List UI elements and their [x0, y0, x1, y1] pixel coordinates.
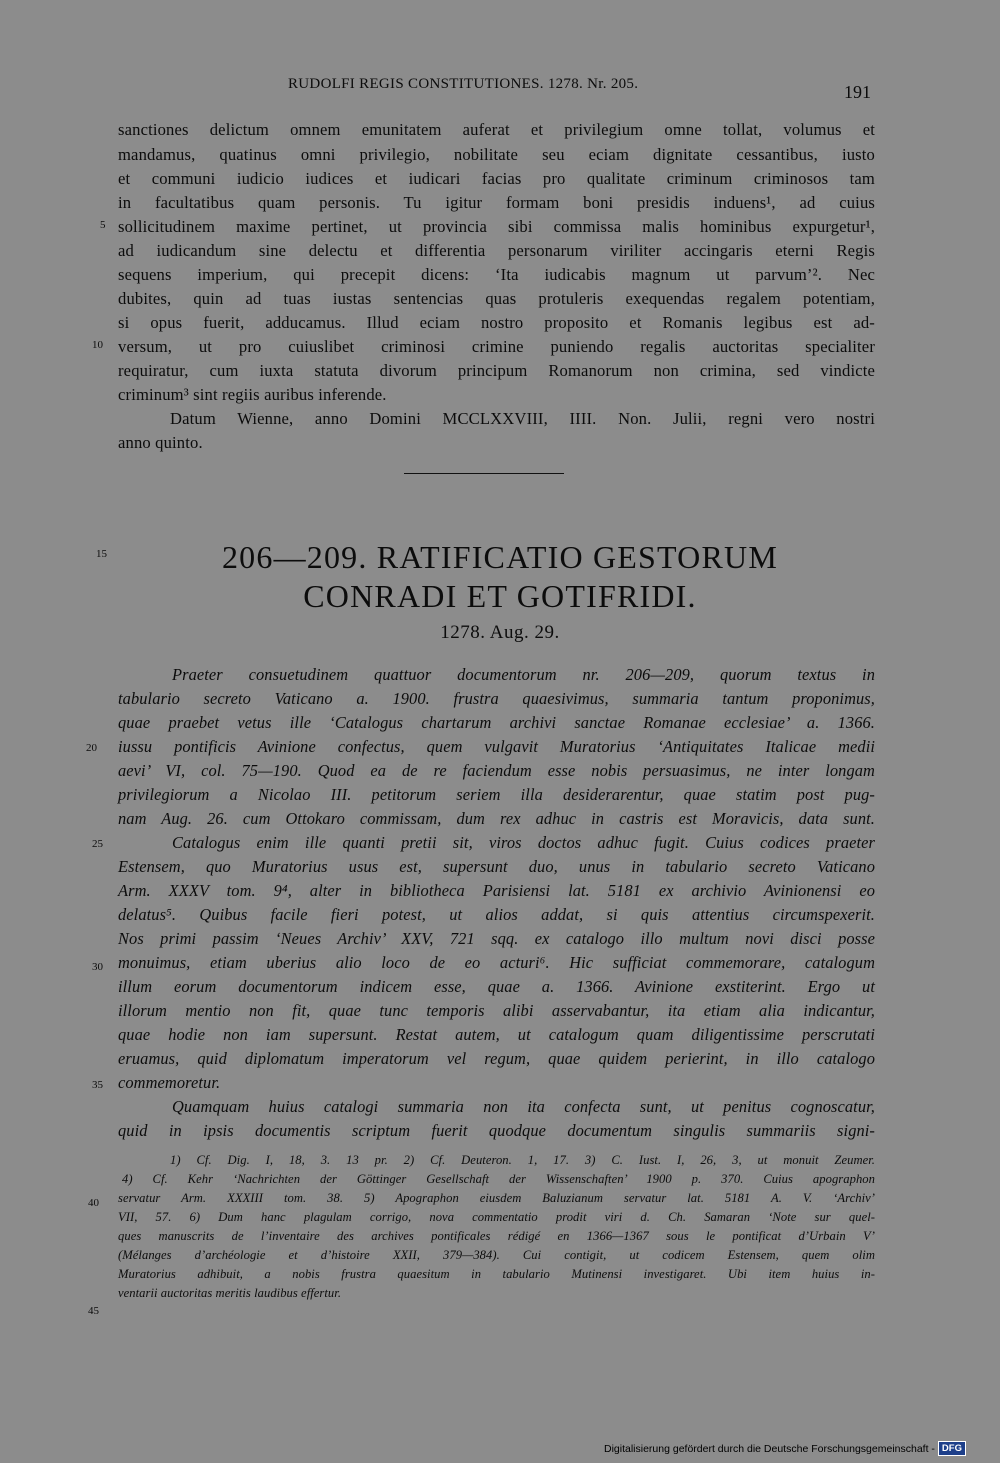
text-line: Quamquam huius catalogi summaria non ita confecta sunt, ut penitus cognoscatur, [172, 1097, 875, 1116]
line-number: 25 [92, 838, 103, 850]
line-number: 30 [92, 961, 103, 973]
text-line: sequens imperium, qui precepit dicens: ‘Ita iudicabis magnum ut parvum’². Nec [118, 265, 875, 284]
text-line: ad iudicandum sine delectu et differentia personarum viriliter accingaris eterni Regis [118, 241, 875, 260]
text-line: commemoretur. [118, 1073, 221, 1092]
dfg-logo: DFG [938, 1441, 966, 1456]
line-number: 15 [96, 548, 107, 560]
section-title-line-1: 206—209. RATIFICATIO GESTORUM [221, 539, 779, 575]
text-line: Estensem, quo Muratorius usus est, supersunt duo, unus in tabulario secreto Vaticano [118, 857, 875, 876]
banner-text: Digitalisierung gefördert durch die Deutsche Forschungsgemeinschaft - [604, 1442, 935, 1455]
footnote-line: ques manuscrits de l’inventaire des archives pontificales rédigé en 1366—1367 sous le pontificat d’Urbain V’ [118, 1229, 875, 1243]
text-line: Nos primi passim ‘Neues Archiv’ XXV, 721 sqq. ex catalogo illo multum novi disci posse [118, 929, 875, 948]
running-head: RUDOLFI REGIS CONSTITUTIONES. 1278. Nr. 205. [288, 76, 639, 92]
text-line: requiratur, cum iuxta statuta divorum principum Romanorum non crimina, sed vindicte [118, 361, 875, 380]
line-number: 10 [92, 339, 103, 351]
dating-line: anno quinto. [118, 433, 203, 452]
section-date: 1278. Aug. 29. [440, 622, 560, 643]
text-line: monuimus, etiam uberius alio loco de eo acturi⁶. Hic sufficiat commemorare, catalogum [118, 953, 875, 972]
text-line: in facultatibus quam personis. Tu igitur formam boni presidis induens¹, ad cuius [118, 193, 875, 212]
text-line: versum, ut pro cuiuslibet criminosi crimine puniendo regalis auctoritas specialiter [118, 337, 875, 356]
text-line: iussu pontificis Avinione confectus, quem vulgavit Muratorius ‘Antiquitates Italicae medii [118, 737, 875, 756]
text-line: sanctiones delictum omnem emunitatem auferat et privilegium omne tollat, volumus et [118, 120, 875, 139]
text-line: illorum mentio non fit, quae tunc temporis alibi asservabantur, ita etiam alia indicantur, [118, 1001, 875, 1020]
text-line: mandamus, quatinus omni privilegio, nobilitate seu eciam dignitate cessantibus, iusto [118, 145, 875, 164]
text-line: nam Aug. 26. cum Ottokaro commissam, dum rex adhuc in castris est Moravicis, data sunt. [118, 809, 875, 828]
line-number: 45 [88, 1305, 99, 1317]
digitization-banner [604, 1441, 966, 1456]
dating-line: Datum Wienne, anno Domini MCCLXXVIII, IIII. Non. Julii, regni vero nostri [170, 409, 875, 428]
footnote-line: (Mélanges d’archéologie et d’histoire XXII, 379—384). Cui contigit, ut codicem Estensem, quem olim [118, 1248, 875, 1262]
page-number: 191 [844, 82, 871, 102]
footnote-line: 4) Cf. Kehr ‘Nachrichten der Göttinger Gesellschaft der Wissenschaften’ 1900 p. 370. Cuius apographon [122, 1172, 875, 1186]
text-line: dubites, quin ad tuas iustas sentencias quas protuleris exequendas regalem potentiam, [118, 289, 875, 308]
text-line: delatus⁵. Quibus facile fieri potest, ut alios addat, si quis attentius circumspexerit. [118, 905, 875, 924]
text-line: quae praebet vetus ille ‘Catalogus chartarum archivi sanctae Romanae ecclesiae’ a. 1366. [118, 713, 875, 732]
footnote-line: Muratorius adhibuit, a nobis frustra quaesitum in tabulario Mutinensi investigaret. Ubi item huius in- [118, 1267, 875, 1281]
text-line: Arm. XXXV tom. 9⁴, alter in bibliotheca Parisiensi lat. 5181 ex archivio Avinionensi eo [118, 881, 875, 900]
line-number: 40 [88, 1197, 99, 1209]
text-line: privilegiorum a Nicolao III. petitorum seriem illa desiderarentur, quae statim post pug- [118, 785, 875, 804]
text-line: quae hodie non iam supersunt. Restat autem, ut catalogum quam diligentissime perscrutati [118, 1025, 875, 1044]
text-line: illum eorum documentorum indicem esse, quae a. 1366. Avinione exstiterint. Ergo ut [118, 977, 875, 996]
text-line: quid in ipsis documentis scriptum fuerit quodque documentum singulis summariis signi- [118, 1121, 875, 1140]
footnote-line: 1) Cf. Dig. I, 18, 3. 13 pr. 2) Cf. Deuteron. 1, 17. 3) C. Iust. I, 26, 3, ut monuit Zeumer. [170, 1153, 875, 1167]
text-line: Praeter consuetudinem quattuor documentorum nr. 206—209, quorum textus in [172, 665, 875, 684]
text-line: tabulario secreto Vaticano a. 1900. frustra quaesivimus, summaria tantum proponimus, [118, 689, 875, 708]
text-line: et communi iudicio iudices et iudicari facias pro qualitate criminum criminosos tam [118, 169, 875, 188]
text-line: sollicitudinem maxime pertinet, ut provincia sibi commissa malis hominibus expurgetur¹, [118, 217, 875, 236]
text-line: criminum³ sint regiis auribus inferende. [118, 385, 387, 404]
text-line: aevi’ VI, col. 75—190. Quod ea de re faciendum esse nobis persuasimus, ne inter longam [118, 761, 875, 780]
section-divider [404, 473, 564, 474]
line-number: 5 [100, 219, 106, 231]
footnote-line: ventarii auctoritas meritis laudibus effertur. [118, 1286, 342, 1300]
line-number: 35 [92, 1079, 103, 1091]
text-line: Catalogus enim ille quanti pretii sit, viros doctos adhuc fugit. Cuius codices praeter [172, 833, 875, 852]
footnote-line: VII, 57. 6) Dum hanc plagulam corrigo, nova commentatio prodit viri d. Ch. Samaran ‘Note sur quel- [118, 1210, 875, 1224]
text-line: eruamus, quid diplomatum imperatorum vel regum, quae quidem perierint, in illo catalogo [118, 1049, 875, 1068]
footnote-line: servatur Arm. XXXIII tom. 38. 5) Apographon eiusdem Baluzianum servatur lat. 5181 A. V. ‘Archiv’ [118, 1191, 875, 1205]
line-number: 20 [86, 742, 97, 754]
text-line: si opus fuerit, adducamus. Illud eciam nostro proposito et Romanis legibus est ad- [118, 313, 875, 332]
section-title-line-2: CONRADI ET GOTIFRIDI. [303, 578, 697, 614]
